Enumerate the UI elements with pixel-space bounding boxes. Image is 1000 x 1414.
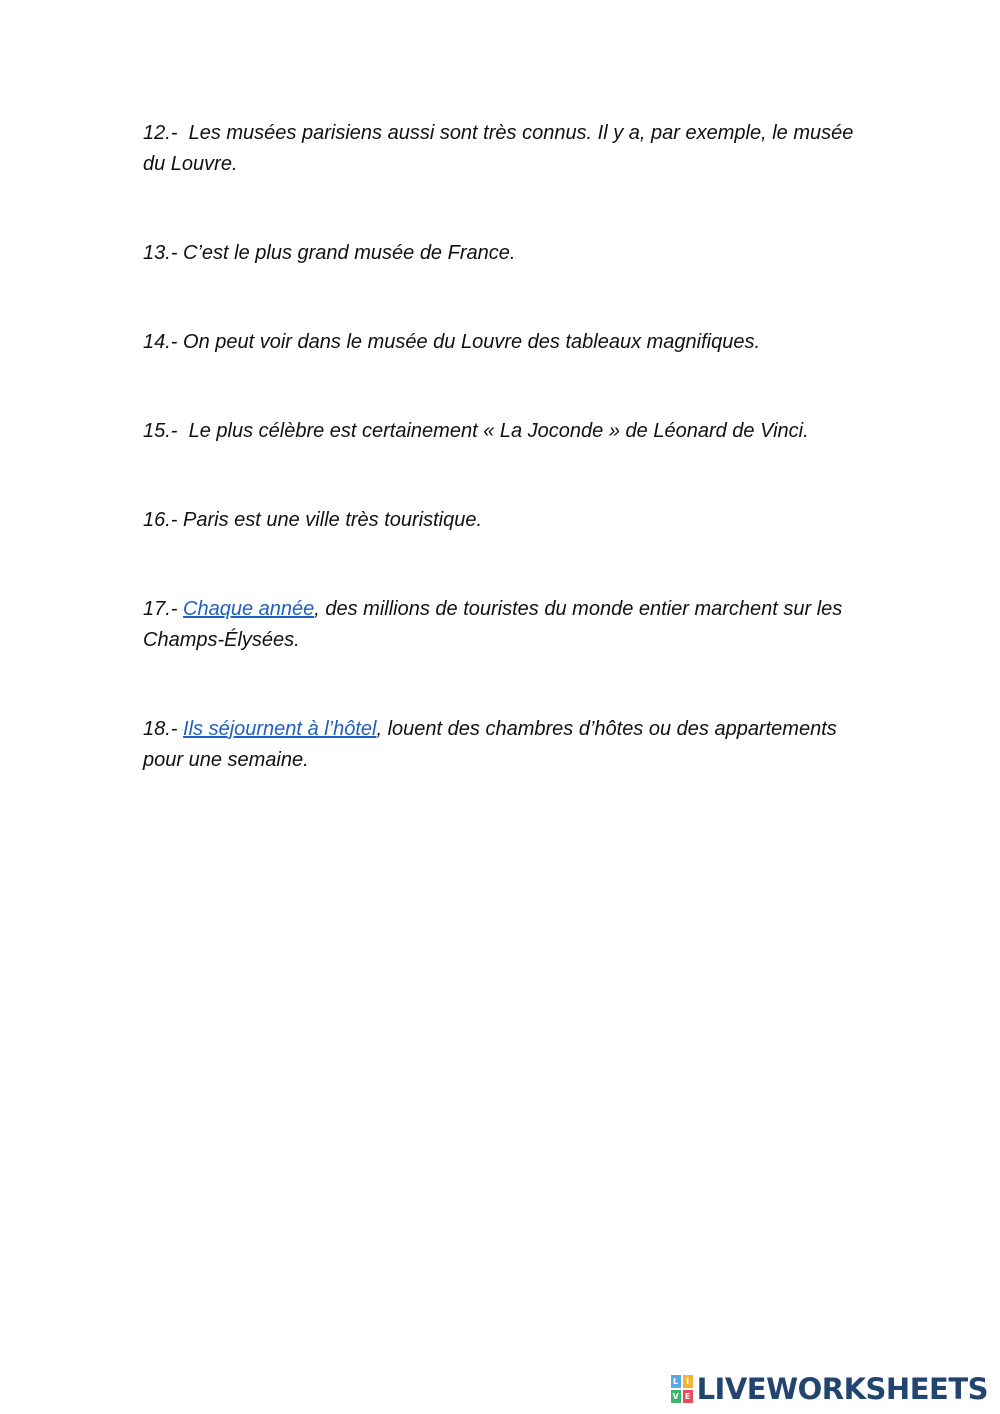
sentence-number: 16.-: [143, 509, 178, 531]
logo-square: E: [683, 1390, 693, 1403]
sentence-number: 18.-: [143, 718, 178, 740]
logo-text: LIVEWORKSHEETS: [696, 1372, 988, 1406]
sentence-number: 15.-: [143, 420, 178, 442]
sentence-text: Les musées parisiens aussi sont très connus. Il y a, par exemple, le musée du Louvre.: [143, 122, 859, 175]
logo-square: V: [672, 1392, 679, 1401]
liveworksheets-logo[interactable]: [671, 1374, 988, 1404]
sentence-15: [143, 416, 863, 447]
sentence-number: 17.-: [143, 598, 178, 620]
logo-square: I: [683, 1375, 693, 1388]
sentence-14: [143, 327, 863, 358]
liveworksheets-mark-icon: [671, 1375, 693, 1403]
sentence-12: [143, 118, 863, 180]
sentence-number: 14.-: [143, 331, 178, 353]
sentence-13: [143, 238, 863, 269]
sentence-number: 13.-: [143, 242, 178, 264]
sentence-18: [143, 714, 863, 776]
answer-link[interactable]: Ils séjournent à l’hôtel: [183, 718, 377, 740]
answer-link[interactable]: Chaque année: [183, 598, 315, 620]
sentence-text: , des millions de touristes du monde entier marchent sur les Champs-Élysées.: [143, 598, 843, 651]
sentence-text: C’est le plus grand musée de France.: [177, 242, 516, 264]
sentence-text: Paris est une ville très touristique.: [177, 509, 483, 531]
logo-square: L: [671, 1375, 681, 1388]
sentence-text: On peut voir dans le musée du Louvre des tableaux magnifiques.: [177, 331, 761, 353]
sentence-17: [143, 594, 863, 656]
sentence-16: [143, 505, 863, 536]
sentence-text: , louent des chambres d’hôtes ou des appartements pour une semaine.: [143, 718, 837, 771]
sentence-text: Le plus célèbre est certainement « La Joconde » de Léonard de Vinci.: [177, 420, 809, 442]
sentence-number: 12.-: [143, 122, 178, 144]
